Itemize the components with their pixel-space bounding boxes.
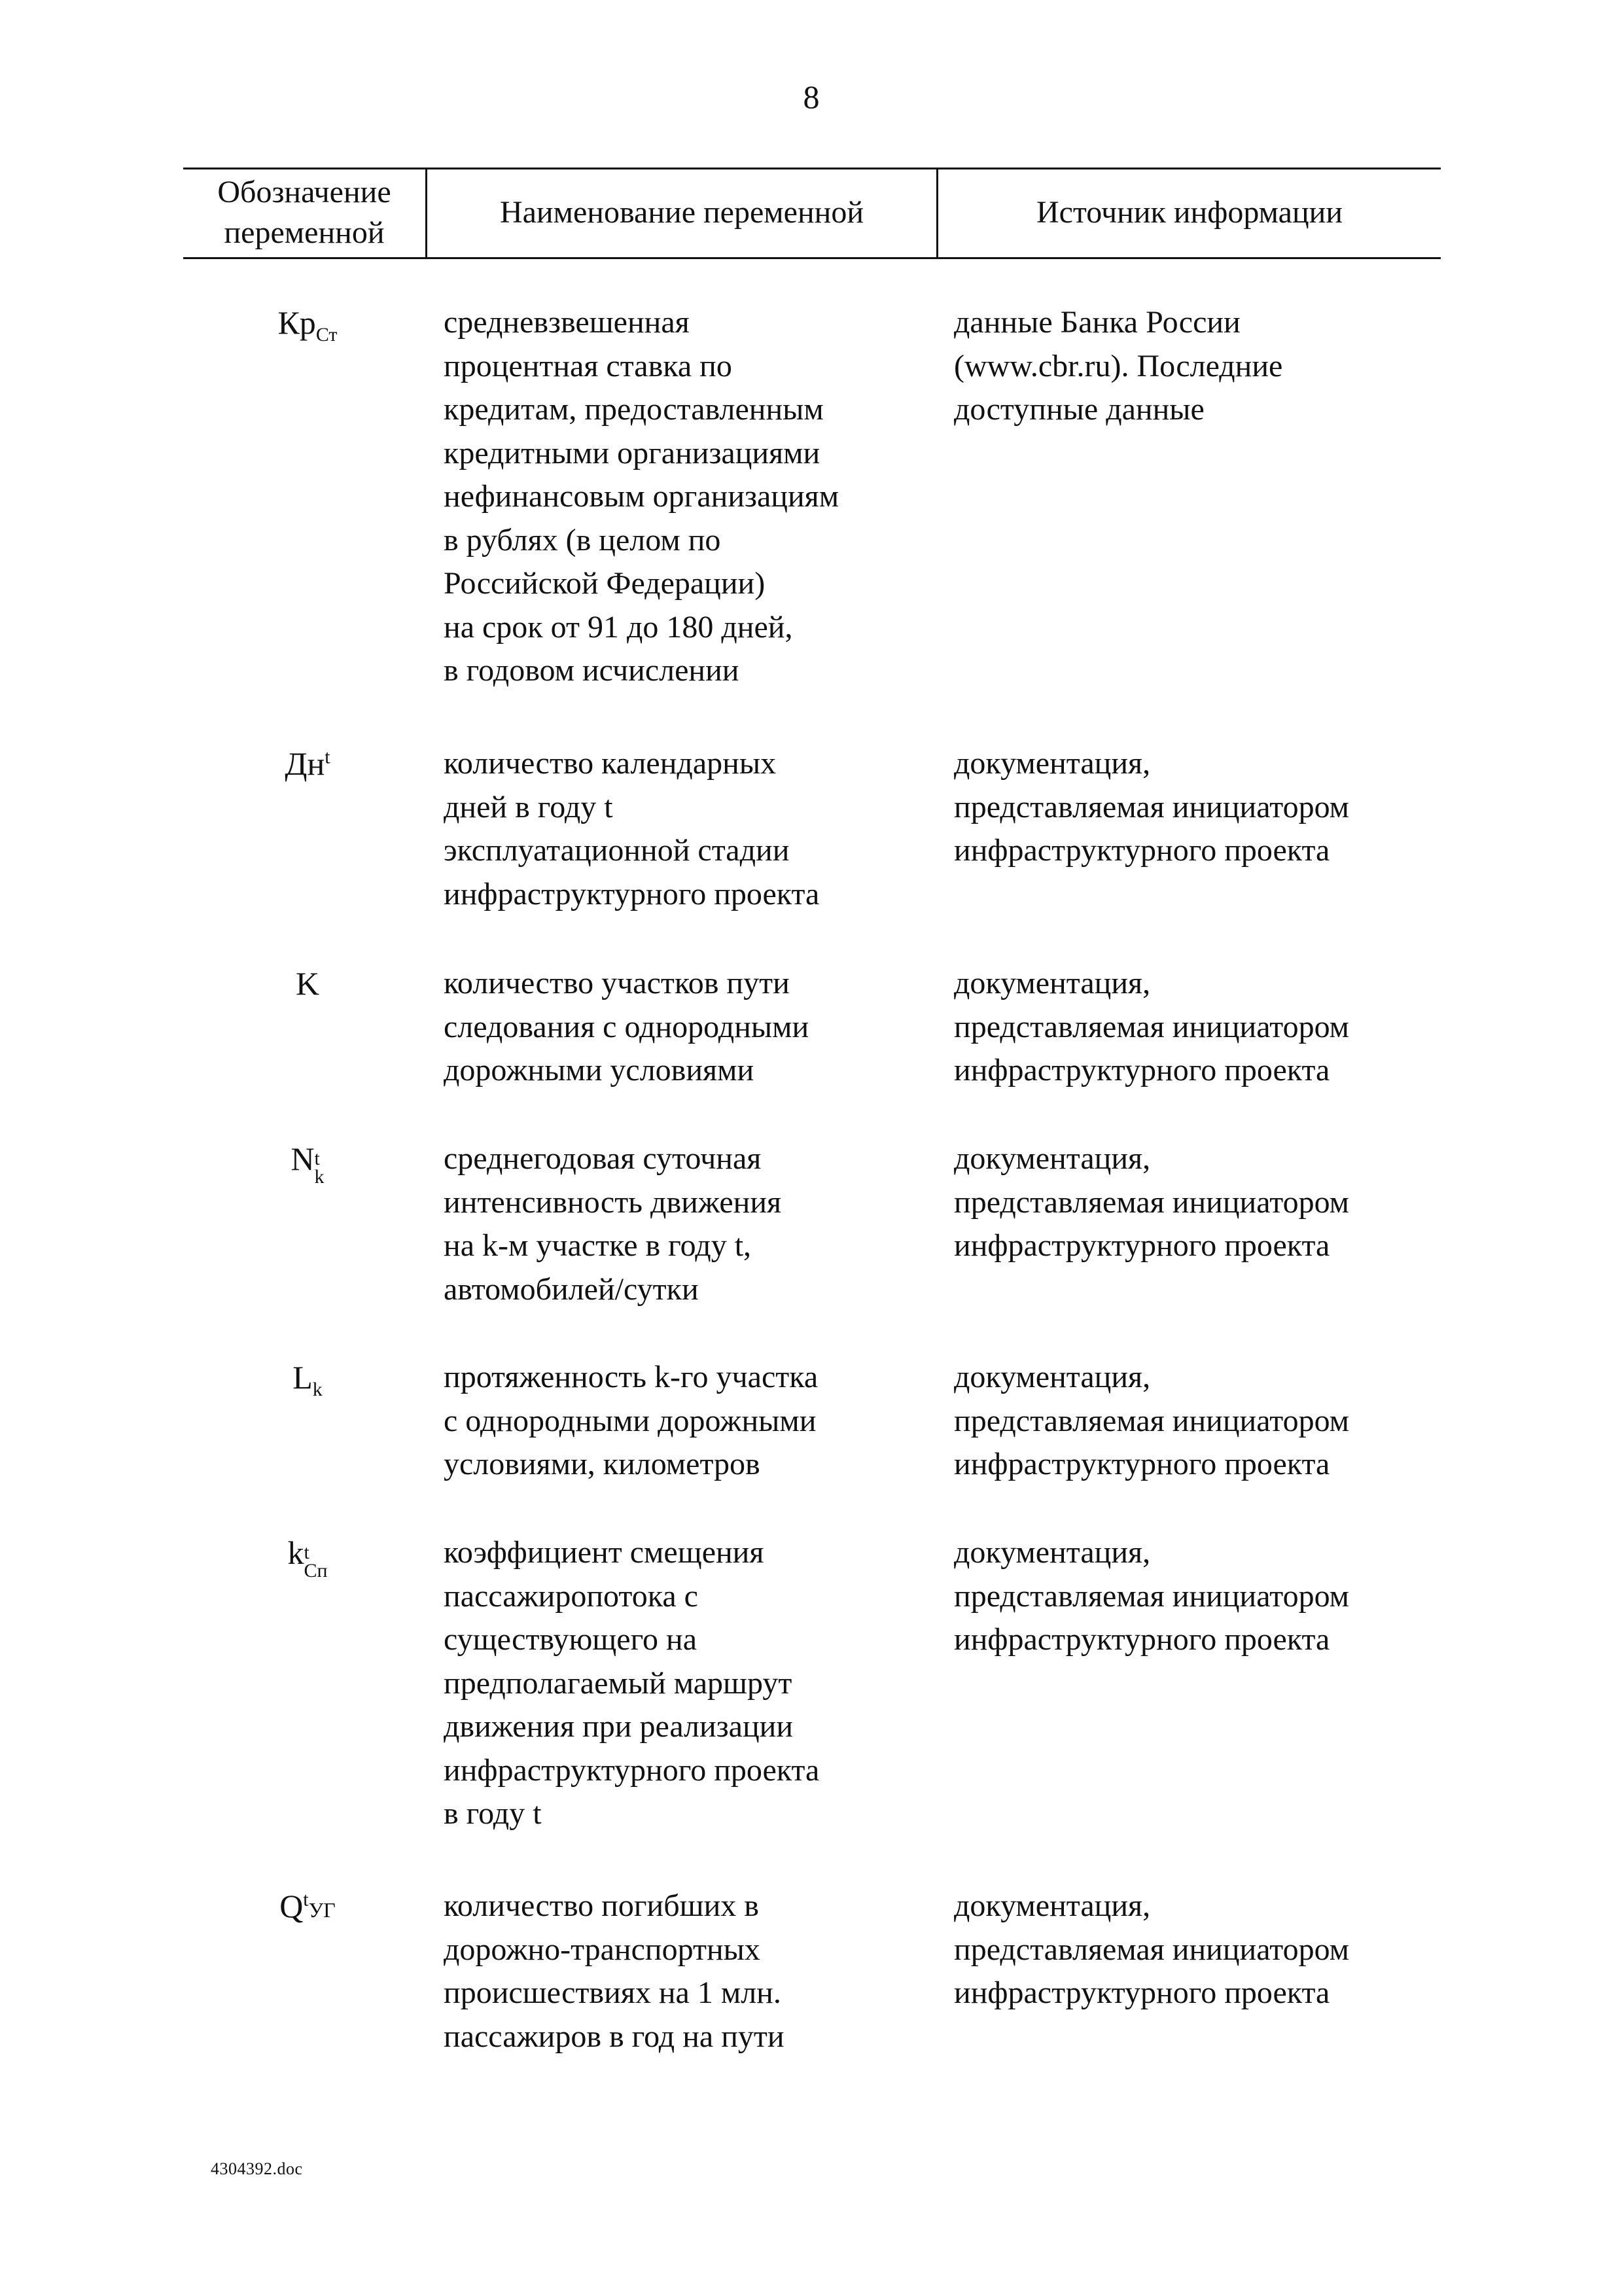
variable-name: средневзвешенная процентная ставка по кредитам, предоставленным кредитными организациями нефинансовым организациям в рублях (в целом по Российской Федерации) на срок от 91 до 180 дней, в годовом исчислении: [444, 305, 839, 688]
variable-source: документация, представляемая инициатором инфраструктурного проекта: [954, 746, 1350, 868]
variable-source: документация, представляемая инициатором инфраструктурного проекта: [954, 1888, 1350, 2010]
variable-name: среднегодовая суточная интенсивность движения на k-м участке в году t, автомобилей/сутки: [444, 1141, 782, 1307]
variable-name: протяженность k-го участка с однородными дорожными условиями, километров: [444, 1360, 819, 1481]
variable-source: данные Банка России (www.cbr.ru). Последние доступные данные: [954, 305, 1283, 427]
page-number: 8: [803, 79, 820, 115]
variable-symbol: $Q^tУГ$: [279, 1888, 336, 1924]
variable-symbol: $Кр_{Ст}$: [277, 304, 338, 345]
header-source: Источник информации: [1036, 194, 1343, 230]
variable-source: документация, представляемая инициатором инфраструктурного проекта: [954, 966, 1350, 1087]
header-name: Наименование переменной: [499, 194, 864, 230]
document-id: 4304392.doc: [211, 2159, 303, 2178]
variable-name: количество календарных дней в году t эксплуатационной стадии инфраструктурного проекта: [444, 746, 820, 911]
variable-name: количество участков пути следования с однородными дорожными условиями: [444, 966, 809, 1087]
variable-symbol: $Дн^t$: [285, 745, 330, 782]
variable-symbol: k t Сп: [287, 1534, 328, 1581]
variable-symbol: N t k: [291, 1140, 325, 1188]
variable-symbol: $L_k$: [292, 1359, 323, 1400]
header-symbol: Обозначение переменной: [217, 174, 391, 250]
table-header-bottom-rule: [183, 257, 1441, 259]
variable-source: документация, представляемая инициатором инфраструктурного проекта: [954, 1360, 1350, 1481]
variable-source: документация, представляемая инициатором инфраструктурного проекта: [954, 1535, 1350, 1657]
variable-source: документация, представляемая инициатором инфраструктурного проекта: [954, 1141, 1350, 1263]
variable-name: количество погибших в дорожно-транспортных происшествиях на 1 млн. пассажиров в год на пути: [444, 1888, 785, 2054]
variable-symbol: K: [295, 965, 320, 1002]
variable-name: коэффициент смещения пассажиропотока с существующего на предполагаемый маршрут движения при реализации инфраструктурного проекта в году t: [444, 1535, 820, 1831]
